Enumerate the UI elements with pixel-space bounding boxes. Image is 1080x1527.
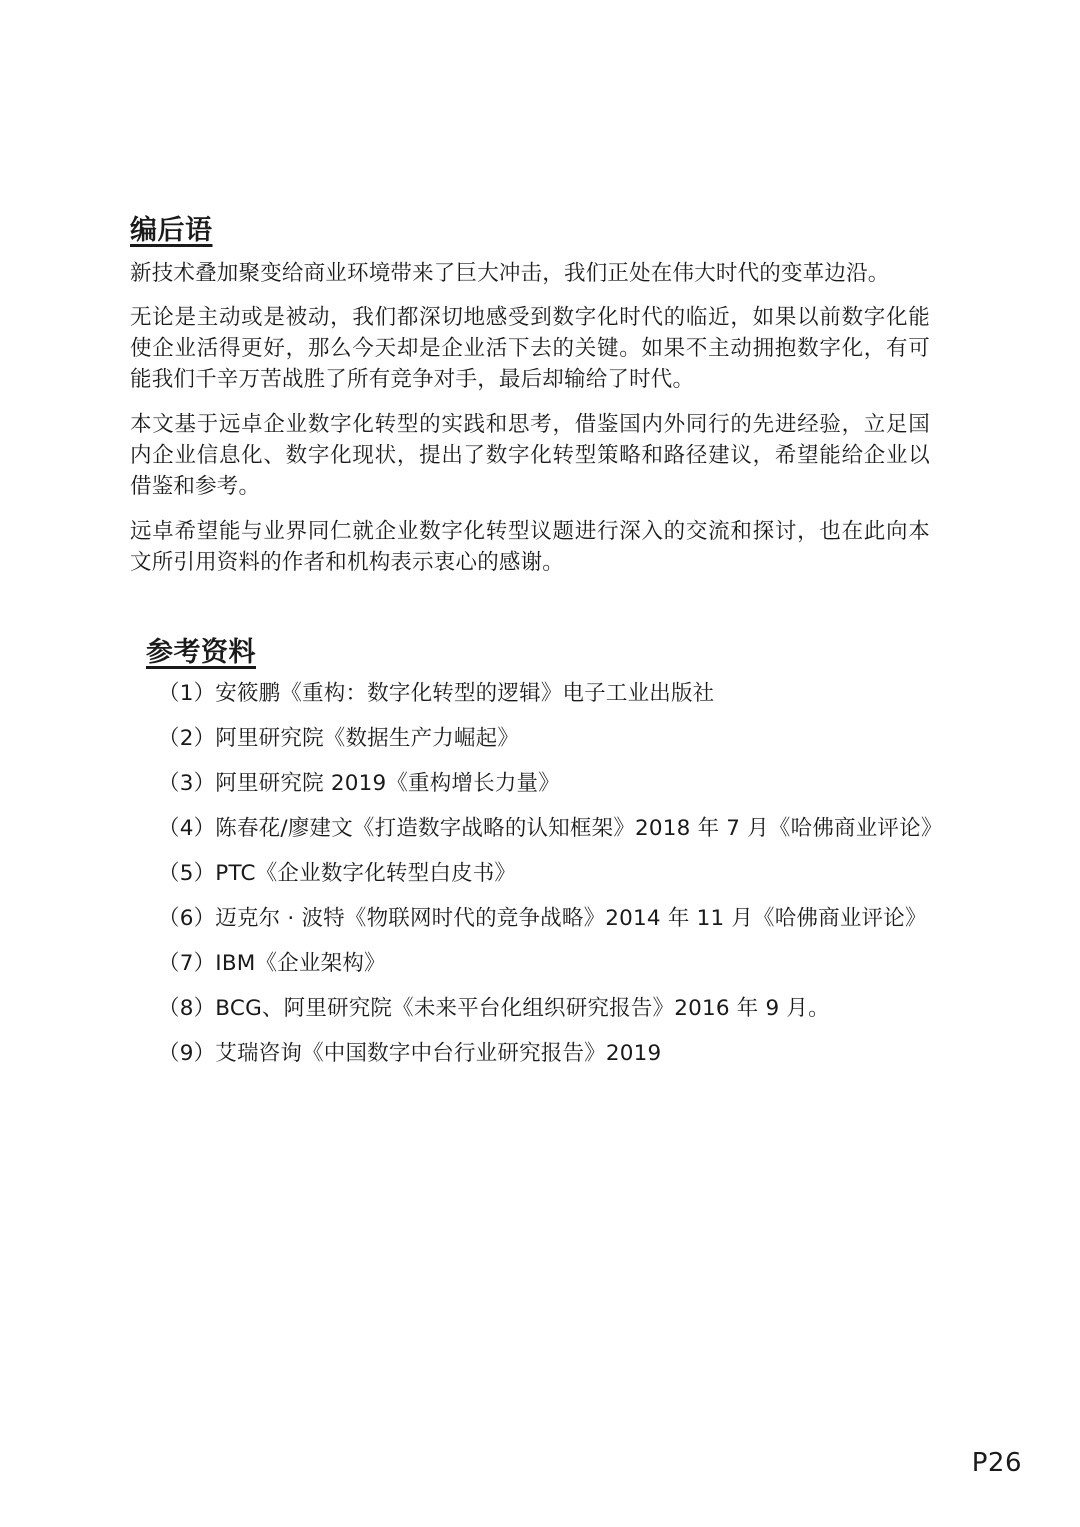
reference-item: （9）艾瑞咨询《中国数字中台行业研究报告》2019 xyxy=(158,1041,662,1066)
afterword-heading: 编后语 xyxy=(130,215,213,246)
afterword-paragraph-3: 本文基于远卓企业数字化转型的实践和思考，借鉴国内外同行的先进经验，立足国内企业信息化、数字化现状，提出了数字化转型策略和路径建议，希望能给企业以借鉴和参考。 xyxy=(130,412,930,499)
reference-item: （5）PTC《企业数字化转型白皮书》 xyxy=(158,861,517,886)
afterword-paragraph-4: 远卓希望能与业界同仁就企业数字化转型议题进行深入的交流和探讨，也在此向本文所引用资料的作者和机构表示衷心的感谢。 xyxy=(130,519,930,575)
reference-item: （8）BCG、阿里研究院《未来平台化组织研究报告》2016 年 9 月。 xyxy=(158,996,830,1021)
reference-item: （1）安筱鹏《重构：数字化转型的逻辑》电子工业出版社 xyxy=(158,681,715,706)
reference-item: （2）阿里研究院《数据生产力崛起》 xyxy=(158,726,520,751)
references-heading: 参考资料 xyxy=(146,637,256,668)
reference-item: （4）陈春花/廖建文《打造数字战略的认知框架》2018 年 7 月《哈佛商业评论》 xyxy=(158,816,943,841)
reference-item: （3）阿里研究院 2019《重构增长力量》 xyxy=(158,771,560,796)
page-number: P26 xyxy=(971,1448,1022,1478)
reference-item: （7）IBM《企业架构》 xyxy=(158,951,386,976)
afterword-paragraph-2: 无论是主动或是被动，我们都深切地感受到数字化时代的临近，如果以前数字化能使企业活得更好，那么今天却是企业活下去的关键。如果不主动拥抱数字化，有可能我们千辛万苦战胜了所有竞争对手，最后却输给了时代。 xyxy=(130,305,930,392)
reference-item: （6）迈克尔 · 波特《物联网时代的竞争战略》2014 年 11 月《哈佛商业评论》 xyxy=(158,906,927,931)
references-list xyxy=(158,678,958,1083)
afterword-paragraph-1: 新技术叠加聚变给商业环境带来了巨大冲击，我们正处在伟大时代的变革边沿。 xyxy=(130,261,890,286)
